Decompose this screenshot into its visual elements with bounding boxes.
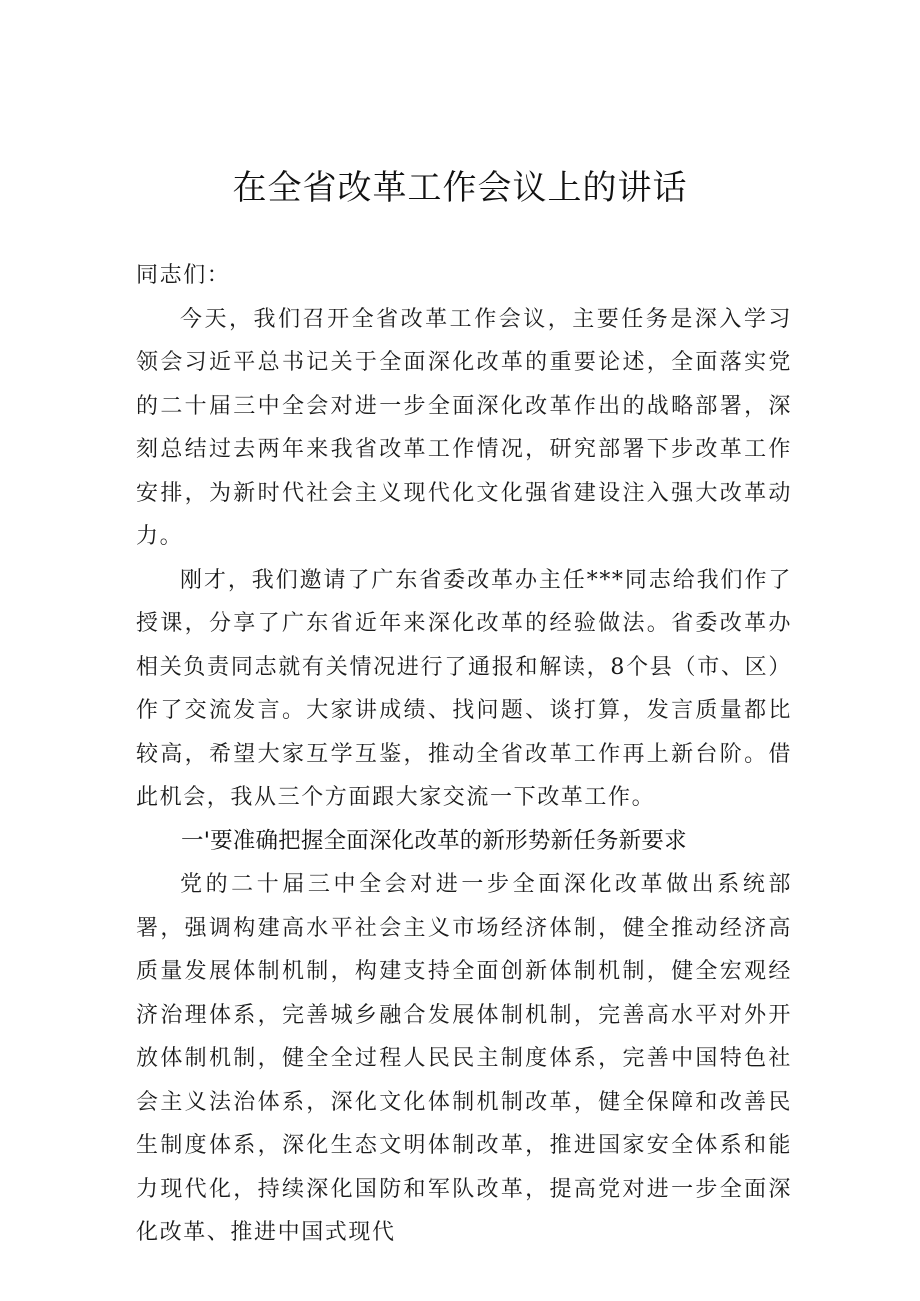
document-body	[136, 254, 792, 1255]
section-heading-1: 一'要准确把握全面深化改革的新形势新任务新要求	[181, 827, 687, 854]
paragraph-opening: 今天，我们召开全省改革工作会议，主要任务是深入学习领会习近平总书记关于全面深化改革的重要论述，全面落实党的二十届三中全会对进一步全面深化改革作出的战略部署，深刻总结过去两年来我省改革工作情况，研究部署下步改革工作安排，为新时代社会主义现代化文化强省建设注入强大改革动力。	[136, 306, 792, 549]
paragraph-section-1: 党的二十届三中全会对进一步全面深化改革做出系统部署，强调构建高水平社会主义市场经济体制，健全推动经济高质量发展体制机制，构建支持全面创新体制机制，健全宏观经济治理体系，完善城乡融合发展体制机制，完善高水平对外开放体制机制，健全全过程人民民主制度体系，完善中国特色社会主义法治体系，深化文化体制机制改革，健全保障和改善民生制度体系，深化生态文明体制改革，推进国家安全体系和能力现代化，持续深化国防和军队改革，提高党对进一步全面深化改革、推进中国式现代	[136, 872, 792, 1245]
document-title: 在全省改革工作会议上的讲话	[232, 168, 688, 208]
salutation: 同志们：	[136, 263, 231, 288]
paragraph-review: 刚才，我们邀请了广东省委改革办主任***同志给我们作了授课，分享了广东省近年来深化改革的经验做法。省委改革办相关负责同志就有关情况进行了通报和解读，8个县（市、区）作了交流发言。大家讲成绩、找问题、谈打算，发言质量都比较高，希望大家互学互鉴，推动全省改革工作再上新台阶。借此机会，我从三个方面跟大家交流一下改革工作。	[136, 567, 792, 810]
